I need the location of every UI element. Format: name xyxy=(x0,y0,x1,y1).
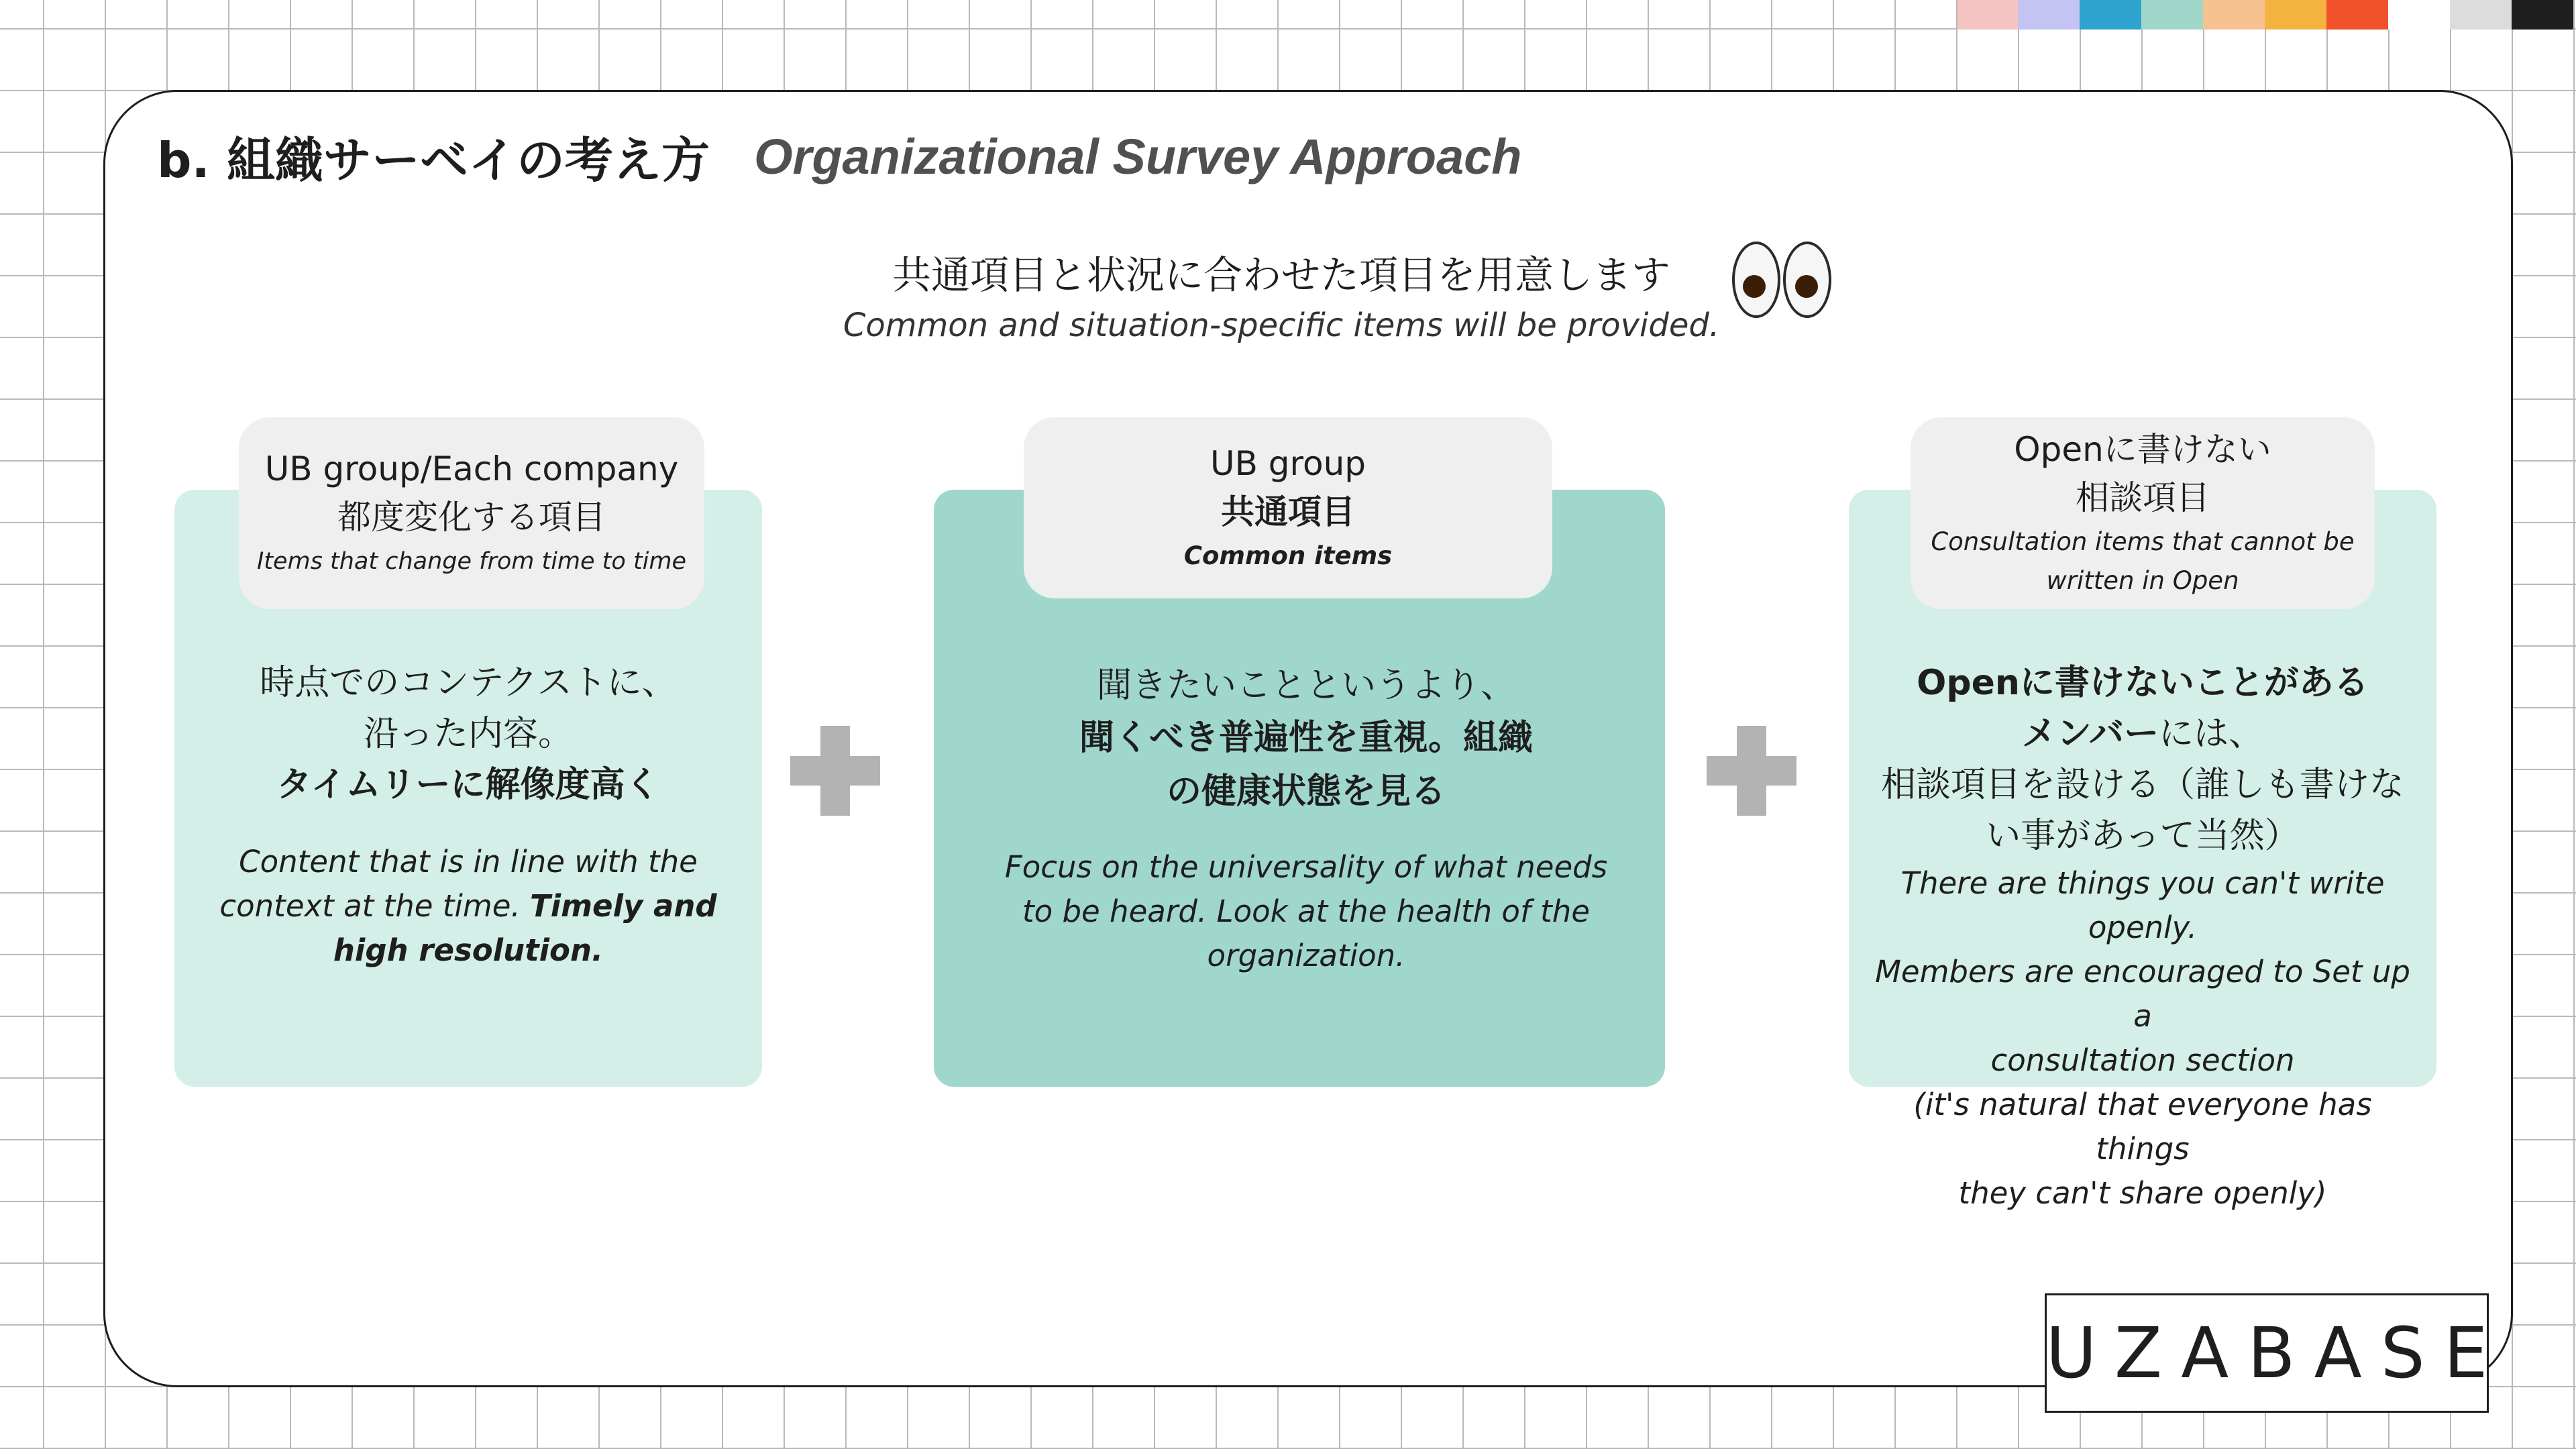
title-english: Organizational Survey Approach xyxy=(753,128,1522,184)
card-body-english-emphasis: Timely and xyxy=(530,888,717,924)
card-body-text-part: には、 xyxy=(2159,714,2264,754)
color-swatch xyxy=(2080,0,2141,30)
plus-icon xyxy=(1707,726,1796,816)
card-body-emphasis: 聞くべき普遍性を重視。組織 xyxy=(1079,718,1533,758)
card-body-english: (it's natural that everyone has things xyxy=(1913,1087,2372,1167)
card-body-english: There are things you can't write openly. xyxy=(1900,865,2385,945)
color-swatch xyxy=(2265,0,2326,30)
card-body-english-emphasis: high resolution. xyxy=(333,932,604,968)
uzabase-logo xyxy=(2045,1293,2507,1413)
plus-bar-horizontal xyxy=(1707,756,1796,786)
card-variable-items-body xyxy=(195,657,742,973)
color-swatch xyxy=(1957,0,2018,30)
card-body-english: to be heard. Look at the health of the xyxy=(1022,894,1590,929)
color-swatch xyxy=(2388,0,2450,30)
card-common-items-body xyxy=(961,660,1652,978)
plus-bar-horizontal xyxy=(790,756,880,786)
card-body-text: 沿った内容。 xyxy=(363,714,573,754)
card-variable-items-header xyxy=(239,417,704,609)
card-header-english: Items that change from time to time xyxy=(256,548,687,575)
card-consultation-items-header xyxy=(1911,417,2375,609)
card-body-emphasis: タイムリーに解像度高く xyxy=(276,765,660,805)
card-body-english: organization. xyxy=(1207,938,1405,973)
slide-title xyxy=(157,119,1521,193)
card-body-english: Content that is in line with the xyxy=(239,844,698,879)
card-header-subtitle: 共通項目 xyxy=(1221,492,1355,531)
plus-icon xyxy=(790,726,880,816)
intro-text xyxy=(832,247,1731,347)
color-swatch-strip xyxy=(1957,0,2573,30)
color-swatch xyxy=(2141,0,2203,30)
logo-text: UZABASE xyxy=(2045,1312,2507,1394)
card-body-emphasis: メンバー xyxy=(2021,714,2159,754)
card-common-items-header xyxy=(1024,417,1552,598)
color-swatch xyxy=(2203,0,2265,30)
card-body-text: 時点でのコンテクストに、 xyxy=(260,663,677,703)
intro-english: Common and situation-specific items will be provided. xyxy=(843,307,1720,344)
color-swatch xyxy=(2018,0,2080,30)
pupil xyxy=(1795,275,1818,298)
eye-left xyxy=(1732,241,1780,318)
card-body-english: Members are encouraged to Set up a xyxy=(1875,954,2410,1034)
card-body-text: い事があって当然） xyxy=(1986,816,2300,856)
card-body-english: Focus on the universality of what needs xyxy=(1004,849,1608,885)
card-body-text xyxy=(1862,708,2423,759)
card-body-text: 相談項目を設ける（誰しも書けな xyxy=(1880,765,2404,805)
eyes-icon xyxy=(1732,241,1831,318)
card-body-english-part: context at the time. xyxy=(219,888,521,924)
color-swatch xyxy=(2450,0,2512,30)
card-body-english: they can't share openly) xyxy=(1958,1175,2327,1211)
card-header-english: Common items xyxy=(1183,541,1393,570)
card-header-subtitle: 相談項目 xyxy=(2076,478,2210,517)
eye-right xyxy=(1783,241,1831,318)
color-swatch xyxy=(2326,0,2388,30)
card-body-english xyxy=(195,884,742,928)
color-swatch xyxy=(2512,0,2573,30)
intro-japanese: 共通項目と状況に合わせた項目を用意します xyxy=(892,252,1670,298)
card-header-title: Openに書けない xyxy=(2014,430,2271,469)
card-body-text: 聞きたいことというより、 xyxy=(1096,665,1515,706)
card-body-emphasis: の健康状態を見る xyxy=(1166,771,1446,812)
card-header-english: written in Open xyxy=(2046,566,2239,595)
pupil xyxy=(1743,275,1766,298)
card-header-english: Consultation items that cannot be xyxy=(1931,527,2355,556)
card-header-subtitle: 都度変化する項目 xyxy=(337,498,606,537)
card-header-title: UB group xyxy=(1210,444,1366,483)
card-body-emphasis: Openに書けないことがある xyxy=(1917,663,2369,703)
title-japanese: b. 組織サーベイの考え方 xyxy=(157,132,710,189)
card-header-title: UB group/Each company xyxy=(264,449,679,488)
card-consultation-items-body xyxy=(1862,657,2423,1216)
card-body-english: consultation section xyxy=(1990,1042,2295,1078)
